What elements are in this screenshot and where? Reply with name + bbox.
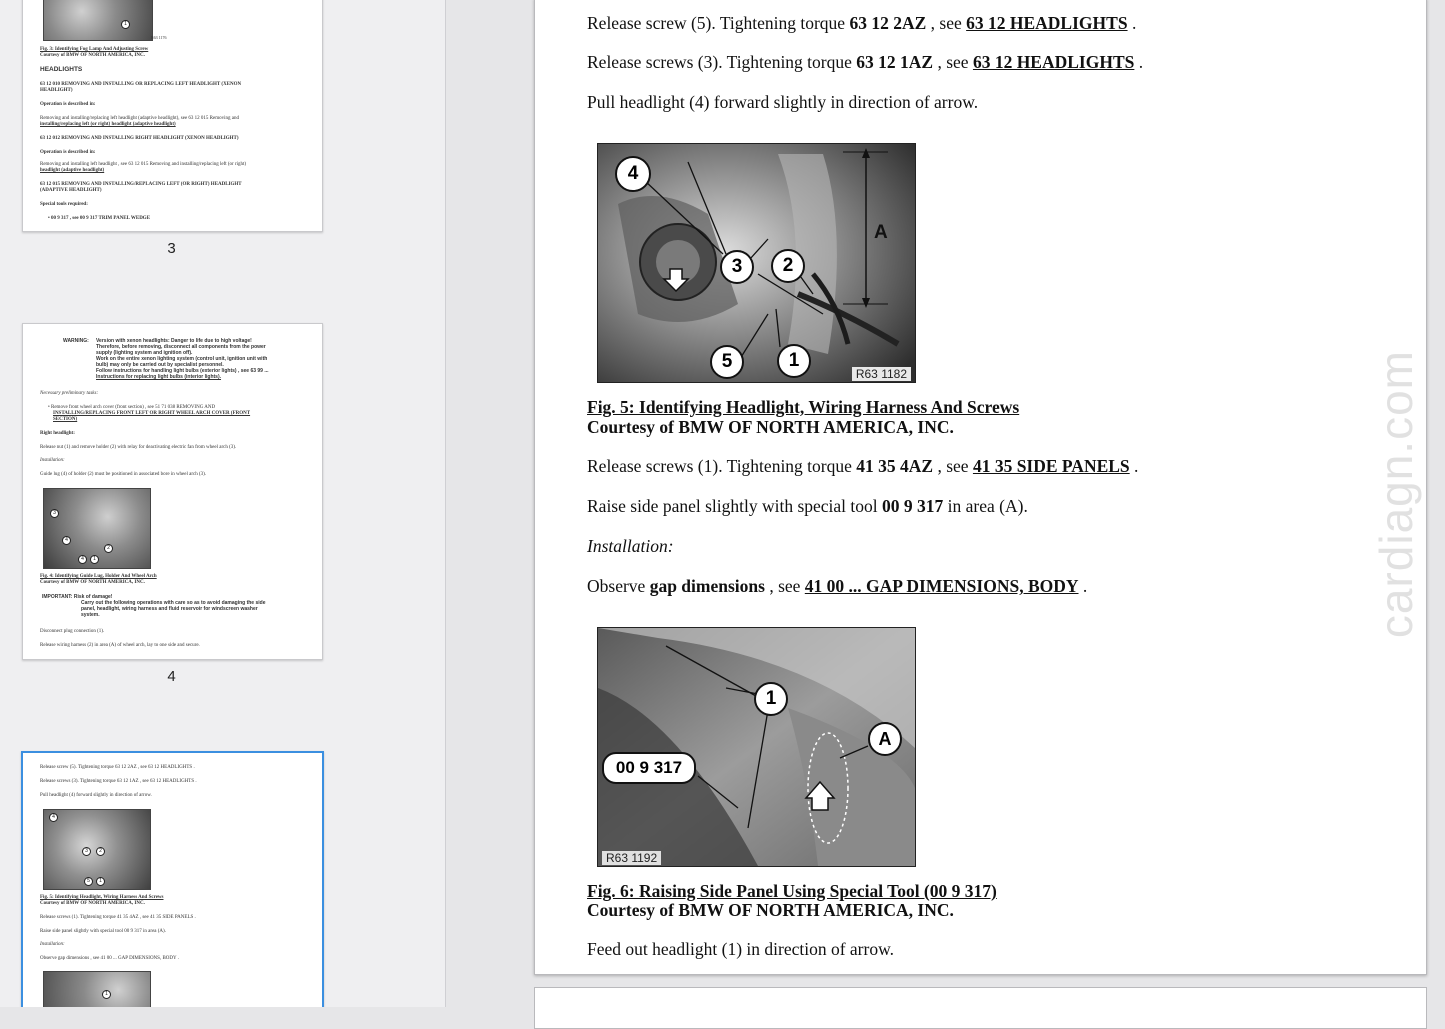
thumb-courtesy: Courtesy of BMW OF NORTH AMERICA, INC. bbox=[40, 901, 145, 906]
caption-text: Fig. 6: Raising Side Panel Using Special Tool (00 9 317) bbox=[587, 881, 997, 901]
tool-callout-00-9-317: 00 9 317 bbox=[602, 752, 696, 784]
thumb-text: Right headlight: bbox=[40, 431, 75, 436]
thumb-text: Operation is described in: bbox=[40, 102, 96, 107]
thumb-text: Guide lug (4) of holder (2) must be positioned in associated bore in wheel arch (3). bbox=[40, 472, 207, 477]
text: , see bbox=[764, 576, 805, 596]
text: , see bbox=[933, 456, 973, 476]
page-number-label: 3 bbox=[167, 240, 176, 257]
link-63-12-headlights[interactable]: 63 12 HEADLIGHTS bbox=[972, 52, 1135, 72]
text: . bbox=[1129, 456, 1139, 476]
link-63-12-headlights[interactable]: 63 12 HEADLIGHTS bbox=[966, 13, 1128, 33]
link-41-00-gap-dimensions[interactable]: 41 00 ... GAP DIMENSIONS, BODY bbox=[804, 576, 1079, 596]
figure-6-caption bbox=[587, 881, 997, 902]
link-41-35-side-panels[interactable]: 41 35 SIDE PANELS bbox=[972, 456, 1130, 476]
thumb-text: Pull headlight (4) forward slightly in direction of arrow. bbox=[40, 793, 152, 798]
document-page bbox=[534, 0, 1427, 975]
thumb-text: Release nut (1) and remove holder (2) with relay for deactivating electric fan from wheel arch (3). bbox=[40, 445, 237, 450]
callout-A: A bbox=[874, 222, 888, 243]
step-release-screws-1 bbox=[587, 456, 1138, 477]
thumb-text: Removing and installing left headlight , see 63 12 015 Removing and installing/replacing left (or right) bbox=[40, 162, 247, 167]
text: Release screw (5). Tightening torque bbox=[587, 13, 850, 33]
thumb-text: Follow instructions for handling light bulbs (exterior lights) , see 63 99 ... bbox=[96, 368, 269, 374]
page-thumbnail-3[interactable] bbox=[22, 0, 323, 232]
thumb-text: Release screws (3). Tightening torque 63 12 1AZ , see 63 12 HEADLIGHTS . bbox=[40, 779, 197, 784]
text: . bbox=[1134, 52, 1144, 72]
thumb-courtesy: Courtesy of BMW OF NORTH AMERICA, INC. bbox=[40, 580, 145, 585]
page-number-label: 4 bbox=[167, 668, 176, 685]
callout-1: 1 bbox=[754, 682, 788, 716]
thumb-figure-3: 1 bbox=[43, 0, 153, 41]
step-release-screws-3 bbox=[587, 52, 1143, 73]
thumb-text: Necessary preliminary tasks: bbox=[40, 391, 99, 396]
thumb-text: 63 12 012 REMOVING AND INSTALLING RIGHT HEADLIGHT (XENON HEADLIGHT) bbox=[40, 136, 239, 141]
figure-5-caption bbox=[587, 397, 1019, 418]
text: in area (A). bbox=[943, 496, 1028, 516]
thumb-text: (ADAPTIVE HEADLIGHT) bbox=[40, 188, 102, 193]
thumb-figure-4: 3 4 2 4 1 bbox=[43, 488, 151, 569]
thumb-text: Removing and installing/replacing left headlight (adaptive headlight), see 63 12 015 Removing and bbox=[40, 116, 239, 121]
tool-number: 00 9 317 bbox=[882, 496, 944, 516]
callout-3: 3 bbox=[720, 250, 754, 284]
figure-5-headlight bbox=[597, 143, 916, 383]
text: Observe bbox=[587, 576, 650, 596]
thumb-text: Special tools required: bbox=[40, 202, 88, 207]
bold-term: gap dimensions bbox=[649, 576, 765, 596]
page-thumbnail-4[interactable] bbox=[22, 323, 323, 660]
thumb-text: Release wiring harness (2) in area (A) of wheel arch, lay to one side and secure. bbox=[40, 643, 200, 648]
text: Raise side panel slightly with special tool bbox=[587, 496, 883, 516]
callout-4: 4 bbox=[615, 156, 651, 192]
thumb-text: Observe gap dimensions , see 41 00 ... GAP DIMENSIONS, BODY . bbox=[40, 956, 179, 961]
thumb-text: panel, headlight, wiring harness and fluid reservoir for windscreen washer bbox=[81, 606, 258, 612]
text: , see bbox=[926, 13, 967, 33]
thumb-figure-6: 1 bbox=[43, 971, 151, 1007]
thumb-text: Therefore, before removing, disconnect all components from the power bbox=[96, 344, 266, 350]
thumb-text: Release screws (1). Tightening torque 41 35 4AZ , see 41 35 SIDE PANELS . bbox=[40, 915, 196, 920]
thumb-text: Disconnect plug connection (1). bbox=[40, 629, 105, 634]
text: , see bbox=[933, 52, 973, 72]
document-viewer[interactable] bbox=[446, 0, 1445, 1007]
thumb-text: system. bbox=[81, 612, 100, 618]
thumb-text: • 00 9 317 , see 00 9 317 TRIM PANEL WEDGE bbox=[48, 216, 151, 221]
thumb-text: Release screw (5). Tightening torque 63 12 2AZ , see 63 12 HEADLIGHTS . bbox=[40, 765, 195, 770]
callout-2: 2 bbox=[771, 249, 805, 283]
text: Release screws (1). Tightening torque bbox=[587, 456, 857, 476]
next-document-page bbox=[534, 987, 1427, 1029]
caption-text: Fig. 5: Identifying Headlight, Wiring Harness And Screws bbox=[587, 397, 1020, 417]
thumb-text: 63 12 010 REMOVING AND INSTALLING OR REPLACING LEFT HEADLIGHT (XENON bbox=[40, 82, 242, 87]
step-observe-gap bbox=[587, 576, 1087, 597]
thumb-text: Installation: bbox=[40, 942, 65, 947]
thumb-link: Instructions for replacing light bulbs (interior lights). bbox=[96, 374, 222, 380]
step-raise-side-panel bbox=[587, 496, 1028, 517]
thumb-figure-id: R63 1176 bbox=[151, 35, 167, 40]
figure-id-label: R63 1192 bbox=[602, 851, 661, 865]
thumb-link: installing/replacing left (or right) headlight (adaptive headlight) bbox=[40, 122, 176, 127]
thumb-text: Operation is described in: bbox=[40, 150, 96, 155]
watermark-text: cardiagn.com bbox=[1370, 350, 1422, 639]
thumb-link: headlight (adaptive headlight) bbox=[40, 168, 105, 173]
thumb-warning-label: WARNING: bbox=[63, 338, 89, 344]
step-pull-headlight: Pull headlight (4) forward slightly in direction of arrow. bbox=[587, 92, 979, 112]
figure-6-courtesy: Courtesy of BMW OF NORTH AMERICA, INC. bbox=[587, 900, 954, 920]
step-release-screw-5 bbox=[587, 13, 1136, 34]
thumb-fig-caption: Fig. 5: Identifying Headlight, Wiring Harness And Screws bbox=[40, 895, 164, 900]
thumb-text: 63 12 015 REMOVING AND INSTALLING/REPLACING LEFT (OR RIGHT) HEADLIGHT bbox=[40, 182, 242, 187]
figure-6-side-panel bbox=[597, 627, 916, 867]
thumb-text: Carry out the following operations with care so as to avoid damaging the side bbox=[81, 600, 266, 606]
thumb-link: INSTALLING/REPLACING FRONT LEFT OR RIGHT WHEEL ARCH COVER (FRONT bbox=[53, 411, 251, 416]
thumb-text: • Remove front wheel arch cover (front section) , see 51 71 038 REMOVING AND bbox=[48, 405, 216, 410]
torque-spec: 41 35 4AZ bbox=[856, 456, 934, 476]
callout-5: 5 bbox=[710, 345, 744, 379]
torque-spec: 63 12 1AZ bbox=[856, 52, 934, 72]
thumb-text: Work on the entire xenon lighting system (control unit, ignition unit with bbox=[96, 356, 268, 362]
thumb-text: Raise side panel slightly with special tool 00 9 317 in area (A). bbox=[40, 929, 166, 934]
thumb-courtesy: Courtesy of BMW OF NORTH AMERICA, INC. bbox=[40, 53, 145, 58]
thumb-figure-5: 4 3 2 5 1 bbox=[43, 809, 151, 890]
figure-id-label: R63 1182 bbox=[852, 367, 911, 381]
thumb-text: HEADLIGHT) bbox=[40, 88, 73, 93]
page-thumbnail-5[interactable] bbox=[21, 751, 324, 1007]
thumb-text: Version with xenon headlights: Danger to life due to high voltage! bbox=[96, 338, 252, 344]
callout-A: A bbox=[868, 722, 902, 756]
text: . bbox=[1078, 576, 1088, 596]
thumb-text: Installation: bbox=[40, 458, 65, 463]
thumb-fig-caption: Fig. 4: Identifying Guide Lug, Holder And Wheel Arch bbox=[40, 574, 157, 579]
torque-spec: 63 12 2AZ bbox=[849, 13, 927, 33]
text: . bbox=[1127, 13, 1137, 33]
callout-1: 1 bbox=[777, 344, 811, 378]
thumb-link: SECTION) bbox=[53, 417, 78, 422]
thumb-heading: HEADLIGHTS bbox=[40, 66, 83, 73]
installation-heading: Installation: bbox=[587, 536, 674, 556]
thumb-text: supply (lighting system and ignition off). bbox=[96, 350, 193, 356]
thumb-warning-label: IMPORTANT: Risk of damage! bbox=[42, 594, 113, 600]
figure-5-courtesy: Courtesy of BMW OF NORTH AMERICA, INC. bbox=[587, 417, 954, 437]
thumb-text: bulb) may only be carried out by specialist personnel. bbox=[96, 362, 224, 368]
text: Release screws (3). Tightening torque bbox=[587, 52, 857, 72]
thumb-fig-caption: Fig. 3: Identifying Fog Lamp And Adjusting Screw bbox=[40, 47, 149, 52]
thumbnail-sidebar[interactable] bbox=[0, 0, 446, 1007]
step-feed-out-headlight: Feed out headlight (1) in direction of arrow. bbox=[587, 939, 894, 959]
